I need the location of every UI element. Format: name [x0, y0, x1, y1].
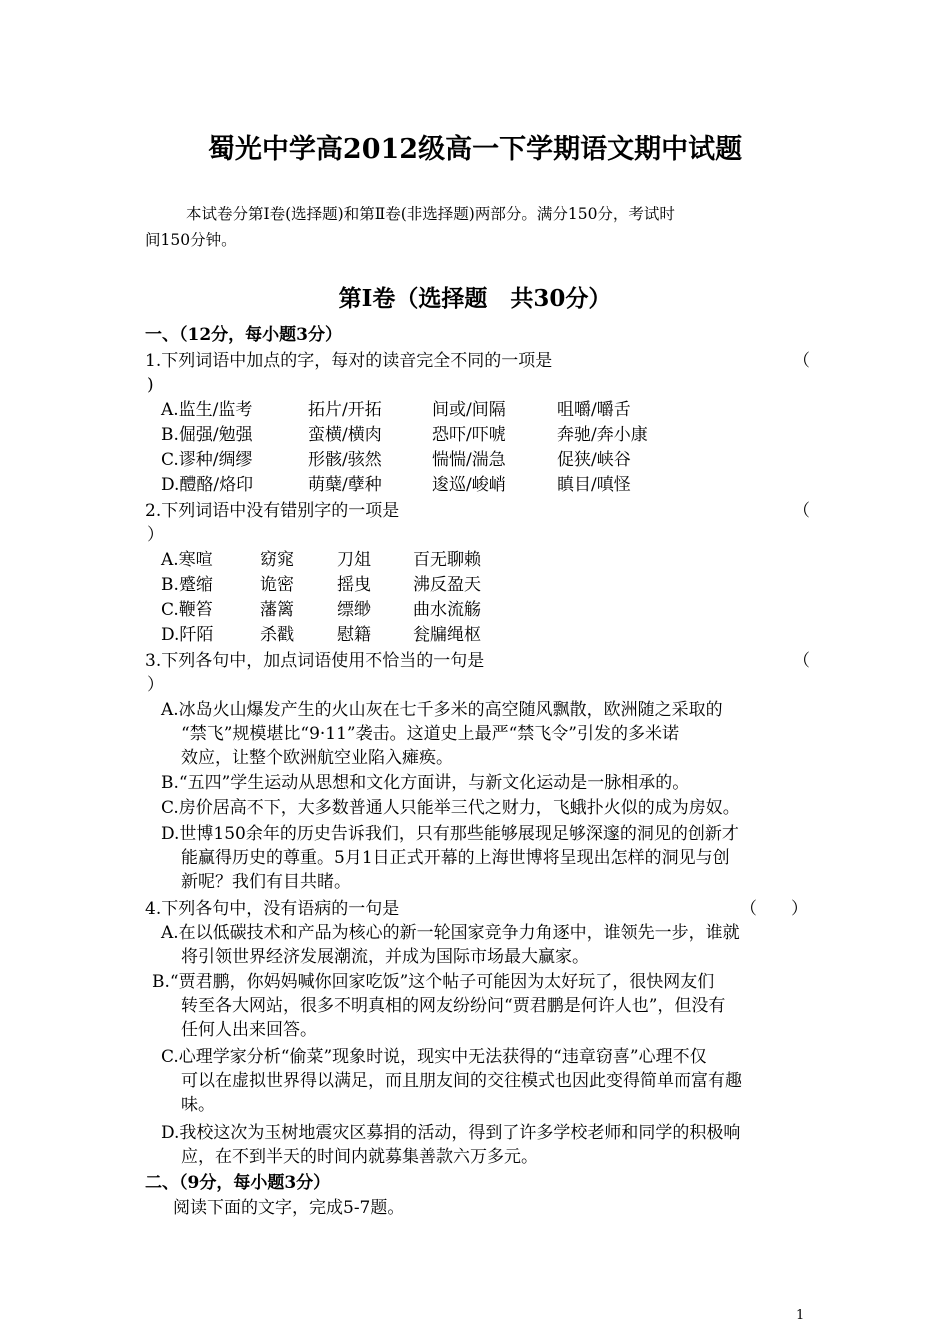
q1-option-a-word-3: 间或/间隔 [432, 400, 506, 420]
page-number: 1 [796, 1308, 805, 1323]
section-1-title: 第Ⅰ卷（选择题 共30分） [338, 285, 612, 312]
q1-option-c-word-3: 惴惴/湍急 [432, 450, 506, 470]
exam-title: 蜀光中学高2012级高一下学期语文期中试题 [207, 134, 743, 165]
q2-option-d-word-2: 杀戳 [260, 625, 294, 645]
q3-option-a-line-3: 效应，让整个欧洲航空业陷入瘫痪。 [181, 748, 453, 768]
question-1-paren-open: （ [793, 351, 810, 371]
q4-option-a-line-1: A.在以低碳技术和产品为核心的新一轮国家竞争力角逐中，谁领先一步，谁就 [161, 923, 740, 943]
q3-option-d-line-3: 新呢？我们有目共睹。 [181, 872, 351, 892]
q2-option-d-word-3: 慰籍 [337, 625, 371, 645]
question-3-paren-open: （ [793, 651, 810, 671]
q2-option-a-word-4: 百无聊赖 [413, 550, 481, 570]
q3-option-d-line-1: D.世博150余年的历史告诉我们，只有那些能够展现足够深邃的洞见的创新才 [161, 824, 739, 844]
q2-option-a-word-1: A.寒喧 [161, 550, 213, 570]
question-1-paren-close: ) [147, 375, 154, 395]
q2-option-b-word-1: B.蹙缩 [161, 575, 213, 595]
question-3-stem: 3.下列各句中，加点词语使用不恰当的一句是 [145, 651, 485, 671]
q3-option-d-line-2: 能赢得历史的尊重。5月1日正式开幕的上海世博将呈现出怎样的洞见与创 [181, 848, 730, 868]
q2-option-c-word-1: C.鞭笞 [161, 600, 213, 620]
part-1-heading: 一、（12分，每小题3分） [145, 325, 342, 345]
question-4-paren: （ ） [740, 899, 808, 919]
q4-option-b-line-3: 任何人出来回答。 [181, 1020, 317, 1040]
q4-option-c-line-3: 味。 [181, 1095, 215, 1115]
question-2-paren-close: ） [147, 525, 164, 545]
q3-option-b: B.“五四”学生运动从思想和文化方面讲，与新文化运动是一脉相承的。 [161, 773, 690, 793]
q4-option-d-line-2: 应，在不到半天的时间内就募集善款六万多元。 [181, 1147, 538, 1167]
q1-option-d-word-1: D.醴酪/烙印 [161, 475, 254, 495]
q2-option-b-word-3: 摇曳 [337, 575, 371, 595]
q4-option-b-line-1: B.“贾君鹏，你妈妈喊你回家吃饭”这个帖子可能因为太好玩了，很快网友们 [152, 972, 715, 992]
question-3-paren-close: ） [147, 675, 164, 695]
q1-option-c-word-4: 促狭/峡谷 [557, 450, 631, 470]
q4-option-d-line-1: D.我校这次为玉树地震灾区募捐的活动，得到了许多学校老师和同学的积极响 [161, 1123, 741, 1143]
q4-option-c-line-2: 可以在虚拟世界得以满足，而且朋友间的交往模式也因此变得简单而富有趣 [181, 1071, 742, 1091]
q2-option-b-word-4: 沸反盈天 [413, 575, 481, 595]
q1-option-b-word-2: 蛮横/横肉 [308, 425, 382, 445]
q1-option-d-word-2: 萌蘖/孽种 [308, 475, 382, 495]
intro-line-1: 本试卷分第Ⅰ卷(选择题)和第Ⅱ卷(非选择题)两部分。满分150分，考试时 [186, 205, 675, 223]
q1-option-d-word-3: 逡巡/峻峭 [432, 475, 506, 495]
q1-option-c-word-1: C.谬种/绸缪 [161, 450, 253, 470]
intro-line-2: 间150分钟。 [145, 231, 237, 249]
q1-option-d-word-4: 瞋目/嗔怪 [557, 475, 631, 495]
question-4-stem: 4.下列各句中，没有语病的一句是 [145, 899, 400, 919]
q1-option-c-word-2: 形骸/骇然 [308, 450, 382, 470]
q2-option-a-word-3: 刀俎 [337, 550, 371, 570]
q3-option-c: C.房价居高不下，大多数普通人只能举三代之财力，飞蛾扑火似的成为房奴。 [161, 798, 740, 818]
q1-option-b-word-4: 奔驰/奔小康 [557, 425, 648, 445]
q2-option-c-word-3: 缥缈 [337, 600, 371, 620]
q1-option-b-word-1: B.倔强/勉强 [161, 425, 253, 445]
q2-option-a-word-2: 窈窕 [260, 550, 294, 570]
q4-option-b-line-2: 转至各大网站，很多不明真相的网友纷纷问“贾君鹏是何许人也”，但没有 [181, 996, 726, 1016]
q4-option-c-line-1: C.心理学家分析“偷菜”现象时说，现实中无法获得的“违章窃喜”心理不仅 [161, 1047, 707, 1067]
question-1-stem: 1.下列词语中加点的字，每对的读音完全不同的一项是 [145, 351, 553, 371]
q4-option-a-line-2: 将引领世界经济发展潮流，并成为国际市场最大赢家。 [181, 947, 589, 967]
part-2-heading: 二、（9分，每小题3分） [145, 1173, 331, 1193]
q1-option-a-word-1: A.监生/监考 [161, 400, 253, 420]
q2-option-d-word-4: 瓮牖绳枢 [413, 625, 481, 645]
q1-option-b-word-3: 恐吓/吓唬 [432, 425, 506, 445]
question-2-stem: 2.下列词语中没有错别字的一项是 [145, 501, 400, 521]
q2-option-b-word-2: 诡密 [260, 575, 294, 595]
q2-option-d-word-1: D.阡陌 [161, 625, 214, 645]
q1-option-a-word-2: 拓片/开拓 [308, 400, 382, 420]
question-2-paren-open: （ [793, 501, 810, 521]
q2-option-c-word-2: 藩篱 [260, 600, 294, 620]
q2-option-c-word-4: 曲水流觞 [413, 600, 481, 620]
q3-option-a-line-2: “禁飞”规模堪比“9·11”袭击。这道史上最严“禁飞令”引发的多米诺 [181, 724, 679, 744]
q3-option-a-line-1: A.冰岛火山爆发产生的火山灰在七千多米的高空随风飘散，欧洲随之采取的 [161, 700, 723, 720]
q1-option-a-word-4: 咀嚼/嚼舌 [557, 400, 631, 420]
part-2-instruction: 阅读下面的文字，完成5-7题。 [173, 1198, 405, 1218]
